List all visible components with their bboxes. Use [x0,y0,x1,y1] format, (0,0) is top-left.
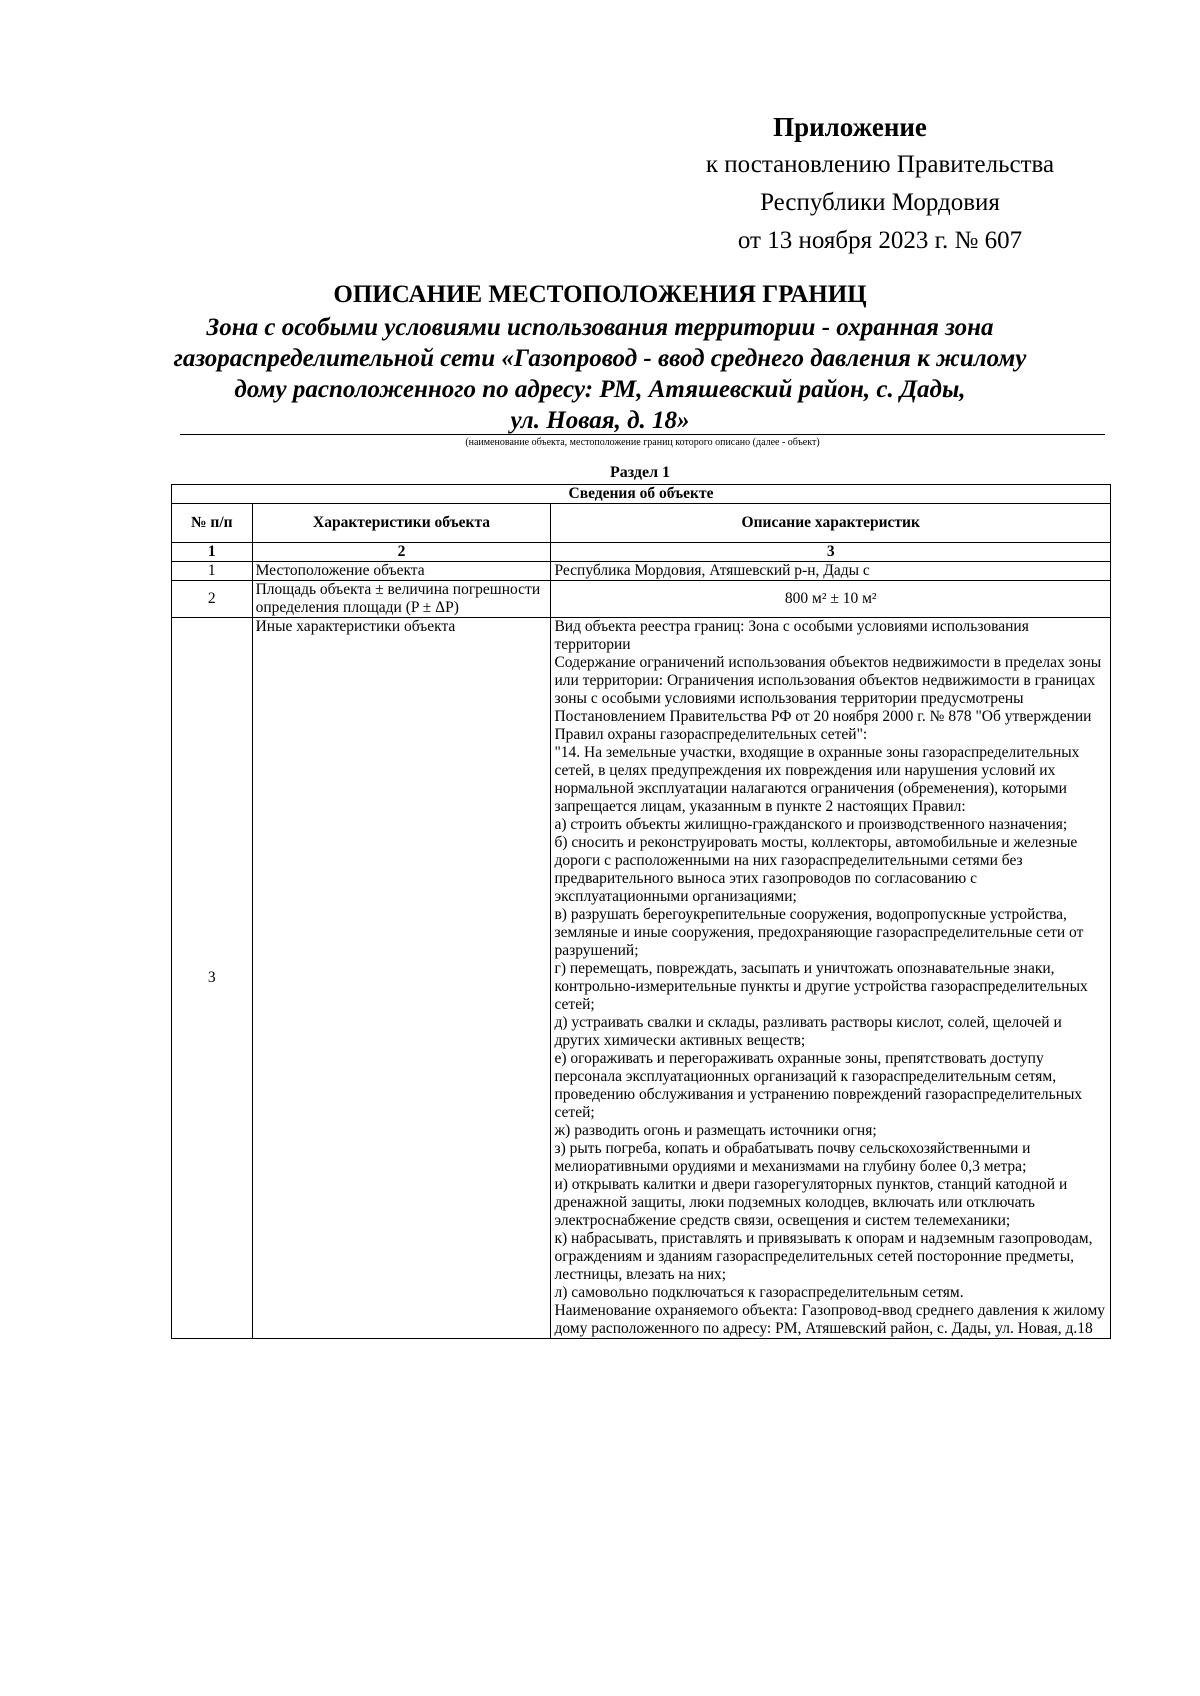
appendix-block [640,108,1120,260]
column-number: 3 [551,543,1111,562]
header-characteristic: Характеристики объекта [252,504,551,543]
table-row [172,581,1111,618]
description-paragraph: ж) разводить огонь и размещать источники огня; [554,1122,877,1139]
row-characteristic: Местоположение объекта [252,562,551,581]
object-name-line: дому расположенного по адресу: РМ, Атяшевский район, с. Дады, [234,376,966,403]
description-paragraph: г) перемещать, повреждать, засыпать и уничтожать опознавательные знаки, контрольно-измерительные пункты и другие устройства газораспределительных сетей; [554,960,1088,1013]
row-number: 2 [172,581,253,618]
table-row [172,618,1111,1339]
table-title-row [172,485,1111,504]
underline-rule [180,434,1105,435]
row-number: 1 [172,562,253,581]
object-name-line: Зона с особыми условиями использования территории - охранная зона [206,314,994,341]
row-characteristic: Площадь объекта ± величина погрешности определения площади (P ± ΔP) [252,581,551,618]
header-number: № п/п [172,504,253,543]
column-number: 2 [252,543,551,562]
section-title: Раздел 1 [609,464,671,481]
table-row [172,562,1111,581]
appendix-line: Республики Мордовия [760,189,1000,216]
row-description [551,618,1111,1339]
description-paragraph: в) разрушать берегоукрепительные сооружения, водопропускные устройства, земляные и иные сооружения, предохраняющие газораспределительные сети от разрушений; [554,906,1084,959]
appendix-line: к постановлению Правительства [705,151,1055,178]
description-paragraph: Содержание ограничений использования объектов недвижимости в пределах зоны или территории: Ограничения использования объектов недвижимости в границах зоны с особыми условиями использования территории предусмотрены Постановлением Правительства РФ от 20 ноября 2000 г. № 878 "Об утверждении Правил охраны газораспределительных сетей": [554,654,1102,743]
description-paragraph: и) открывать калитки и двери газорегуляторных пунктов, станций катодной и дренажной защиты, люки подземных колодцев, включать или отключать электроснабжение средств связи, освещения и систем телемеханики; [554,1176,1068,1229]
appendix-line: от 13 ноября 2023 г. № 607 [737,227,1023,254]
object-name [170,312,1030,436]
column-number: 1 [172,543,253,562]
row-description: Республика Мордовия, Атяшевский р-н, Дады с [551,562,1111,581]
description-paragraph: а) строить объекты жилищно-гражданского и производственного назначения; [554,816,1068,833]
table-title: Сведения об объекте [172,485,1111,504]
description-paragraph: Вид объекта реестра границ: Зона с особыми условиями использования территории [554,618,1029,653]
description-paragraph: з) рыть погреба, копать и обрабатывать почву сельскохозяйственными и мелиоративными орудиями и механизмами на глубину более 0,3 метра; [554,1140,1031,1175]
document-title: ОПИСАНИЕ МЕСТОПОЛОЖЕНИЯ ГРАНИЦ [333,281,867,308]
object-name-line: ул. Новая, д. 18» [510,407,690,434]
description-paragraph: "14. На земельные участки, входящие в охранные зоны газораспределительных сетей, в целях предупреждения их повреждения или нарушения условий их нормальной эксплуатации налагаются ограничения (обременения), которыми запрещается лицам, указанным в пункте 2 настоящих Правил: [554,744,1080,815]
header-description: Описание характеристик [551,504,1111,543]
table-numbering-row [172,543,1111,562]
table-header-row [172,504,1111,543]
row-characteristic: Иные характеристики объекта [252,618,551,1339]
object-caption: (наименование объекта, местоположение границ которого описано (далее - объект) [465,437,820,448]
description-paragraph: е) огораживать и перегораживать охранные зоны, препятствовать доступу персонала эксплуатационных организаций к газораспределительным сетям, проведению обслуживания и устранению повреждений газораспределительных сетей; [554,1050,1083,1121]
description-paragraph: Наименование охраняемого объекта: Газопровод-ввод среднего давления к жилому дому расположенного по адресу: РМ, Атяшевский район, с. Дады, ул. Новая, д.18 [554,1302,1106,1337]
row-description: 800 м² ± 10 м² [551,581,1111,618]
object-info-table [171,484,1111,1339]
appendix-heading: Приложение [773,112,927,142]
object-name-line: газораспределительной сети «Газопровод - ввод среднего давления к жилому [173,345,1027,372]
description-paragraph: д) устраивать свалки и склады, разливать растворы кислот, солей, щелочей и других химически активных веществ; [554,1014,1062,1049]
description-paragraph: б) сносить и реконструировать мосты, коллекторы, автомобильные и железные дороги с расположенными на них газораспределительными сетями без предварительного выноса этих газопроводов по согласованию с эксплуатационными организациями; [554,834,1078,905]
row-number: 3 [172,618,253,1339]
description-paragraph: л) самовольно подключаться к газораспределительным сетям. [554,1284,964,1301]
description-paragraph: к) набрасывать, приставлять и привязывать к опорам и надземным газопроводам, ограждениям и зданиям газораспределительных сетей посторонние предметы, лестницы, влезать на них; [554,1230,1093,1283]
